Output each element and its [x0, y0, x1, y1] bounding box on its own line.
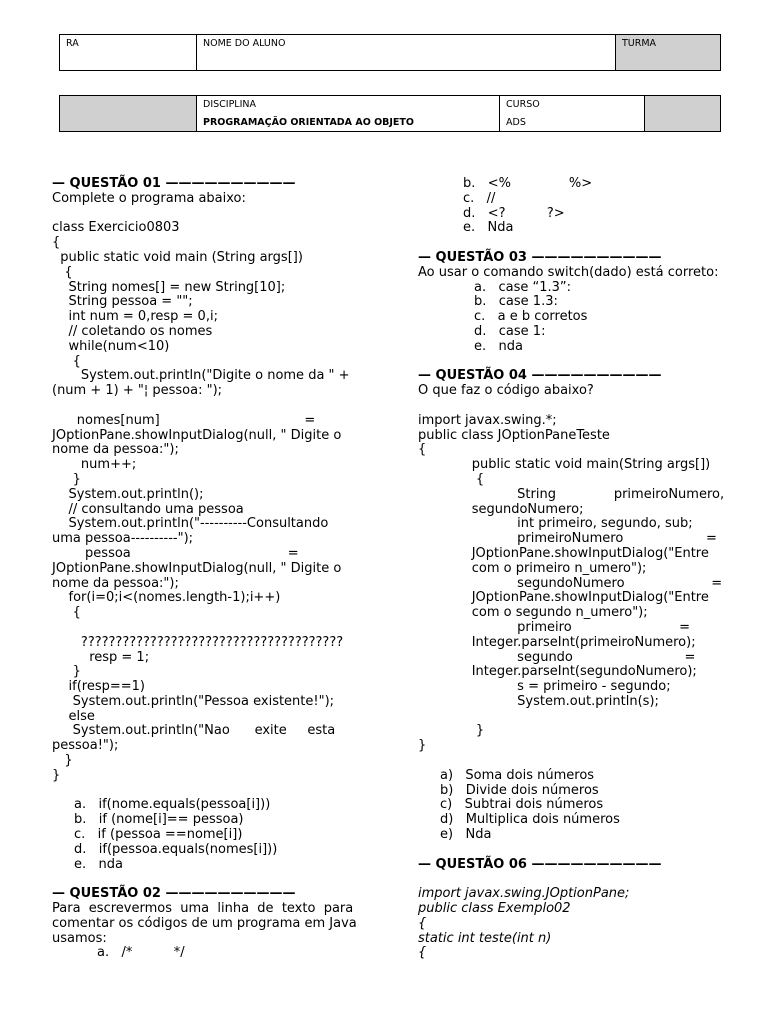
code-line: else [52, 708, 95, 724]
code-line: { [418, 915, 427, 931]
code-line: s = primeiro - segundo; [418, 679, 671, 695]
code-line: System.out.println(s); [418, 693, 659, 709]
code-line: } [52, 767, 61, 783]
answer-option: d. if(pessoa.equals(nomes[i])) [74, 841, 278, 857]
code-line: pessoa!"); [52, 738, 119, 754]
code-line: for(i=0;i<(nomes.length-1);i++) [52, 590, 281, 606]
student-info-table [59, 34, 721, 71]
code-line: num++; [52, 457, 137, 473]
code-line: { [418, 471, 485, 487]
code-line: { [52, 235, 61, 251]
question-02-options-start [52, 946, 350, 961]
code-line: class Exercicio0803 [52, 220, 180, 236]
answer-option: c. if (pessoa ==nome[i]) [74, 827, 243, 843]
question-03-options [418, 281, 716, 355]
nome-cell[interactable] [197, 35, 616, 71]
code-line: System.out.println("Digite o nome da " + [52, 368, 350, 384]
prompt-line: Para escrevermos uma linha de texto para [52, 901, 354, 917]
code-line: com o segundo n_umero"); [418, 605, 648, 621]
question-01-options [52, 798, 350, 872]
code-line: { [52, 353, 81, 369]
code-line: primeiro = [418, 619, 691, 635]
question-01-heading: — QUESTÃO 01 —————————— [52, 176, 296, 191]
code-line [418, 710, 716, 725]
answer-option: e. nda [74, 856, 123, 872]
code-line: while(num<10) [52, 338, 170, 354]
question-02-prompt [52, 901, 357, 946]
question-01-code [52, 207, 350, 784]
code-line: int primeiro, segundo, sub; [418, 516, 693, 532]
code-line [418, 872, 716, 887]
code-line [52, 621, 350, 636]
code-line: { [418, 945, 427, 961]
nome-label: NOME DO ALUNO [203, 38, 286, 49]
answer-option: a. /* */ [97, 945, 185, 961]
answer-option: a. if(nome.equals(pessoa[i])) [74, 797, 271, 813]
blank-cell-right [645, 96, 721, 132]
answer-option: a. case “1.3”: [474, 279, 572, 295]
code-line: com o primeiro n_umero"); [418, 560, 647, 576]
code-line: Integer.parseInt(segundoNumero); [418, 664, 697, 680]
code-line: } [52, 753, 73, 769]
code-line: primeiroNumero = [418, 531, 717, 547]
code-line: String nomes[] = new String[10]; [52, 279, 286, 295]
question-03-prompt: Ao usar o comando switch(dado) está correto: [418, 264, 719, 280]
code-line: nome da pessoa:"); [52, 442, 179, 458]
left-column [52, 176, 357, 961]
code-line: } [52, 471, 81, 487]
answer-option: d. case 1: [474, 323, 546, 339]
disciplina-value: PROGRAMAÇÃO ORIENTADA AO OBJETO [203, 117, 414, 128]
code-line: int num = 0,resp = 0,i; [52, 309, 218, 325]
code-line: Integer.parseInt(primeiroNumero); [418, 634, 696, 650]
code-line: uma pessoa----------"); [52, 531, 194, 547]
curso-label: CURSO [506, 99, 540, 110]
code-line [52, 207, 350, 222]
course-info-table [59, 95, 721, 132]
code-line: System.out.println("Nao exite esta [52, 723, 336, 739]
code-line: nomes[num] = [52, 412, 316, 428]
question-01-prompt: Complete o programa abaixo: [52, 190, 246, 206]
code-line [418, 399, 716, 414]
code-line: { [52, 264, 73, 280]
question-02-heading: — QUESTÃO 02 —————————— [52, 886, 296, 902]
blank-cell [60, 96, 197, 132]
curso-cell [500, 96, 645, 132]
code-line: if(resp==1) [52, 679, 145, 695]
question-06-heading: — QUESTÃO 06 —————————— [418, 856, 662, 872]
question-04-prompt: O que faz o código abaixo? [418, 383, 594, 399]
code-line: System.out.println(); [52, 486, 204, 502]
code-line: ?????????????????????????????????????? [52, 634, 344, 650]
question-06-code [418, 872, 716, 961]
code-line: } [418, 723, 485, 739]
answer-option: c) Subtrai dois números [440, 797, 604, 813]
disciplina-cell [197, 96, 500, 132]
disciplina-label: DISCIPLINA [203, 99, 257, 110]
code-line: // coletando os nomes [52, 323, 213, 339]
answer-option: e. Nda [463, 220, 514, 236]
answer-option: b. case 1.3: [474, 294, 558, 310]
question-04-code [418, 399, 725, 754]
answer-option: b. <% %> [463, 176, 593, 191]
code-line: } [52, 664, 81, 680]
code-line: static int teste(int n) [418, 930, 552, 946]
ra-label: RA [66, 38, 79, 49]
turma-cell[interactable] [616, 35, 721, 71]
code-line: segundoNumero = [418, 575, 723, 591]
question-04-options [418, 769, 716, 843]
code-line: pessoa = [52, 545, 299, 561]
answer-option: e) Nda [440, 827, 492, 843]
code-line: public static void main (String args[]) [52, 249, 303, 265]
code-line: (num + 1) + "¦ pessoa: "); [52, 383, 223, 399]
code-line: segundo = [418, 649, 696, 665]
code-line: public class JOptionPaneTeste [418, 427, 610, 443]
answer-option: d) Multiplica dois números [440, 812, 620, 828]
code-line: } [418, 738, 427, 754]
code-line: segundoNumero; [418, 501, 584, 517]
answer-option: c. // [463, 190, 496, 206]
answer-option: b. if (nome[i]== pessoa) [74, 812, 244, 828]
answer-option: b) Divide dois números [440, 782, 599, 798]
turma-label: TURMA [622, 38, 657, 49]
curso-value: ADS [506, 117, 526, 128]
code-line: String pessoa = ""; [52, 294, 193, 310]
answer-option: c. a e b corretos [474, 309, 588, 325]
code-line: import javax.swing.*; [418, 412, 557, 428]
code-line: // consultando uma pessoa [52, 501, 244, 517]
ra-cell[interactable] [60, 35, 197, 71]
code-line [52, 399, 350, 414]
code-line: { [418, 442, 427, 458]
code-line: String primeiroNumero, [418, 486, 725, 502]
prompt-line: usamos: [52, 930, 107, 946]
code-line: JOptionPane.showInputDialog("Entre [418, 545, 709, 561]
code-line: resp = 1; [52, 649, 150, 665]
code-line: JOptionPane.showInputDialog(null, " Digite o [52, 427, 342, 443]
code-line: System.out.println("----------Consultando [52, 516, 329, 532]
code-line: import javax.swing.JOptionPane; [418, 886, 630, 902]
code-line: { [52, 605, 81, 621]
code-line: public static void main(String args[]) [418, 457, 711, 473]
code-line: JOptionPane.showInputDialog(null, " Digite o [52, 560, 342, 576]
answer-option: e. nda [474, 338, 523, 354]
prompt-line: comentar os códigos de um programa em Java [52, 915, 357, 931]
code-line: JOptionPane.showInputDialog("Entre [418, 590, 709, 606]
code-line: System.out.println("Pessoa existente!"); [52, 693, 335, 709]
question-04-heading: — QUESTÃO 04 —————————— [418, 368, 662, 384]
question-03-heading: — QUESTÃO 03 —————————— [418, 249, 662, 265]
answer-option: a) Soma dois números [440, 767, 595, 783]
answer-option: d. <? ?> [463, 205, 565, 221]
question-02-options-cont [418, 177, 716, 236]
right-column [418, 176, 725, 961]
code-line: public class Exemplo02 [418, 901, 571, 917]
code-line: nome da pessoa:"); [52, 575, 179, 591]
